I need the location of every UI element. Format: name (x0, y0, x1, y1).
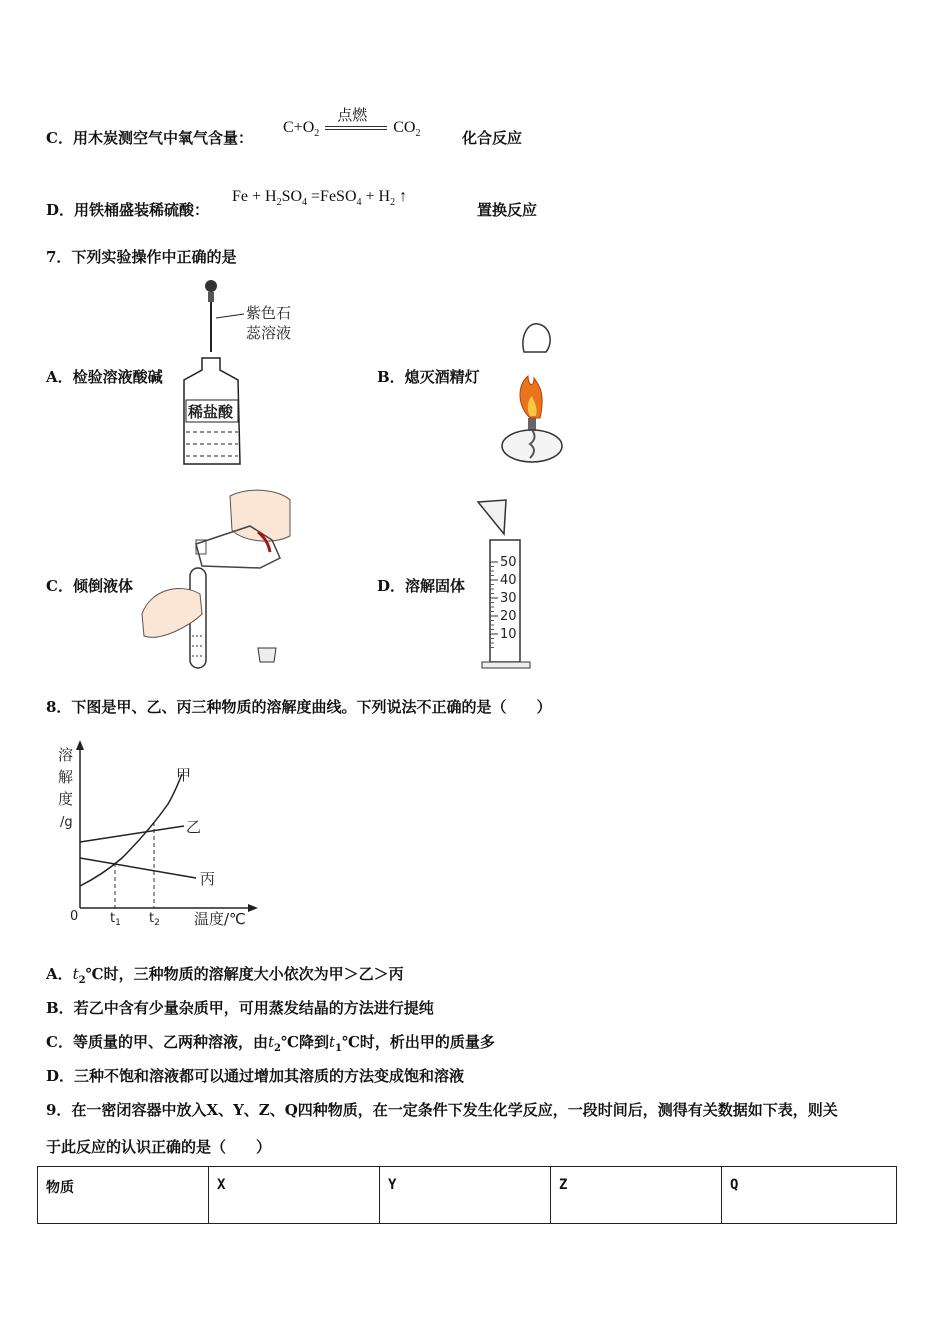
lamp-cap-icon (523, 324, 550, 352)
q6-option-c-equation (283, 108, 421, 140)
chart-xlabel: 温度/℃ (194, 910, 246, 928)
option-text: 三种不饱和溶液都可以通过增加其溶质的方法变成饱和溶液 (74, 1067, 465, 1085)
eq-part: Fe + H (232, 188, 277, 205)
option-letter: B． (46, 999, 74, 1017)
subscript: 2 (78, 975, 86, 986)
table-header-cell: 物质 (38, 1167, 209, 1224)
chart-ylabel-2: 解 (58, 768, 74, 786)
curve-jia (80, 774, 182, 886)
option-letter: D． (46, 1067, 75, 1085)
option-text: 若乙中含有少量杂质甲，可用蒸发结晶的方法进行提纯 (73, 999, 434, 1017)
q6-option-c-label: C．用木炭测空气中氧气含量： (46, 129, 253, 147)
var-t: t (72, 965, 79, 983)
option-letter: C． (46, 1033, 73, 1051)
q8-option-c (46, 1031, 495, 1054)
stopper-icon (258, 648, 276, 662)
subscript: 4 (302, 197, 308, 209)
subscript: 2 (390, 197, 396, 209)
subscript: 2 (276, 197, 282, 209)
tick-t1: $t_1$ (110, 911, 121, 928)
subscript: 2 (415, 128, 421, 140)
q8-option-b (46, 997, 434, 1018)
cylinder-tick-label: 30 (500, 591, 517, 606)
table-header-cell: Z (551, 1167, 722, 1224)
table-header-cell: Y (380, 1167, 551, 1224)
var-t: t (328, 1033, 335, 1051)
subscript: 2 (314, 128, 320, 140)
table-header-cell: Q (722, 1167, 897, 1224)
q9-stem-line2: 于此反应的认识正确的是（ ） (46, 1138, 272, 1156)
q7-option-a: A．检验溶液酸碱 (46, 368, 163, 386)
option-text: 等质量的甲、乙两种溶液，由 (72, 1033, 268, 1051)
curve-bing (80, 858, 196, 878)
funnel-icon (478, 500, 506, 534)
legend-jia: 甲 (176, 766, 192, 784)
subscript: 4 (356, 197, 362, 209)
bottle-label: 稀盐酸 (188, 403, 234, 421)
tick-t2: $t_2$ (149, 911, 160, 928)
q9-data-table (37, 1166, 897, 1224)
q8-option-d (46, 1065, 464, 1086)
eq-condition: 点燃 (337, 108, 368, 125)
q6-option-d-equation (232, 188, 407, 208)
figure-litmus-test (180, 272, 320, 468)
q6-option-d-label: D．用铁桶盛装稀硫酸： (46, 201, 210, 219)
figure-graduated-cylinder (470, 494, 560, 672)
dropper-bulb-icon (205, 280, 217, 292)
q7-option-b: B．熄灭酒精灯 (377, 368, 480, 386)
eq-part: =FeSO (307, 188, 357, 205)
hand-bottom-icon (142, 588, 202, 637)
q7-option-d: D．溶解固体 (377, 577, 466, 595)
label-litmus-1: 紫色石 (246, 304, 292, 322)
eq-reactants: C+O (283, 119, 315, 136)
eq-condition-arrow (325, 108, 387, 130)
cylinder-tick-label: 20 (500, 609, 517, 624)
table-header-cell: X (209, 1167, 380, 1224)
q7-stem: 7．下列实验操作中正确的是 (46, 248, 237, 266)
figure-alcohol-lamp (490, 318, 570, 468)
q8-stem: 8．下图是甲、乙、丙三种物质的溶解度曲线。下列说法不正确的是（ ） (46, 698, 552, 716)
q7-option-c: C．倾倒液体 (46, 577, 133, 595)
eq-part: SO (281, 188, 303, 205)
option-text: ℃时，三种物质的溶解度大小依次为甲＞乙＞丙 (85, 965, 404, 983)
subscript: 1 (334, 1043, 342, 1054)
legend-yi: 乙 (186, 818, 202, 836)
cylinder-tick-label: 40 (500, 573, 517, 588)
subscript: 2 (274, 1043, 281, 1054)
chart-ylabel-3: 度 (58, 790, 74, 808)
figure-pouring-liquid (140, 486, 300, 672)
curve-yi (80, 826, 184, 842)
solubility-chart (56, 738, 266, 930)
q9-stem-line1: 9．在一密闭容器中放入X、Y、Z、Q四种物质，在一定条件下发生化学反应，一段时间后，测得有关数据如下表，则关 (46, 1101, 838, 1119)
option-text: ℃时，析出甲的质量多 (341, 1033, 495, 1051)
cylinder-tick-label: 10 (500, 627, 517, 642)
eq-part: + H (361, 188, 391, 205)
var-t: t (267, 1033, 274, 1051)
table-row (38, 1167, 897, 1224)
legend-bing: 丙 (200, 870, 216, 888)
chart-ylabel-4: /g (60, 815, 73, 830)
chart-ylabel-1: 溶 (58, 746, 74, 764)
q6-option-c-type: 化合反应 (462, 129, 523, 147)
chart-origin: 0 (70, 909, 79, 924)
q8-option-a (46, 963, 404, 986)
label-litmus-2: 蕊溶液 (246, 324, 292, 342)
option-text: ℃降到 (280, 1033, 329, 1051)
eq-products: CO (393, 119, 416, 136)
cylinder-tick-label: 50 (500, 555, 517, 570)
q6-option-d-type: 置换反应 (477, 201, 538, 219)
eq-part: ↑ (395, 188, 408, 205)
option-letter: A． (46, 965, 73, 983)
